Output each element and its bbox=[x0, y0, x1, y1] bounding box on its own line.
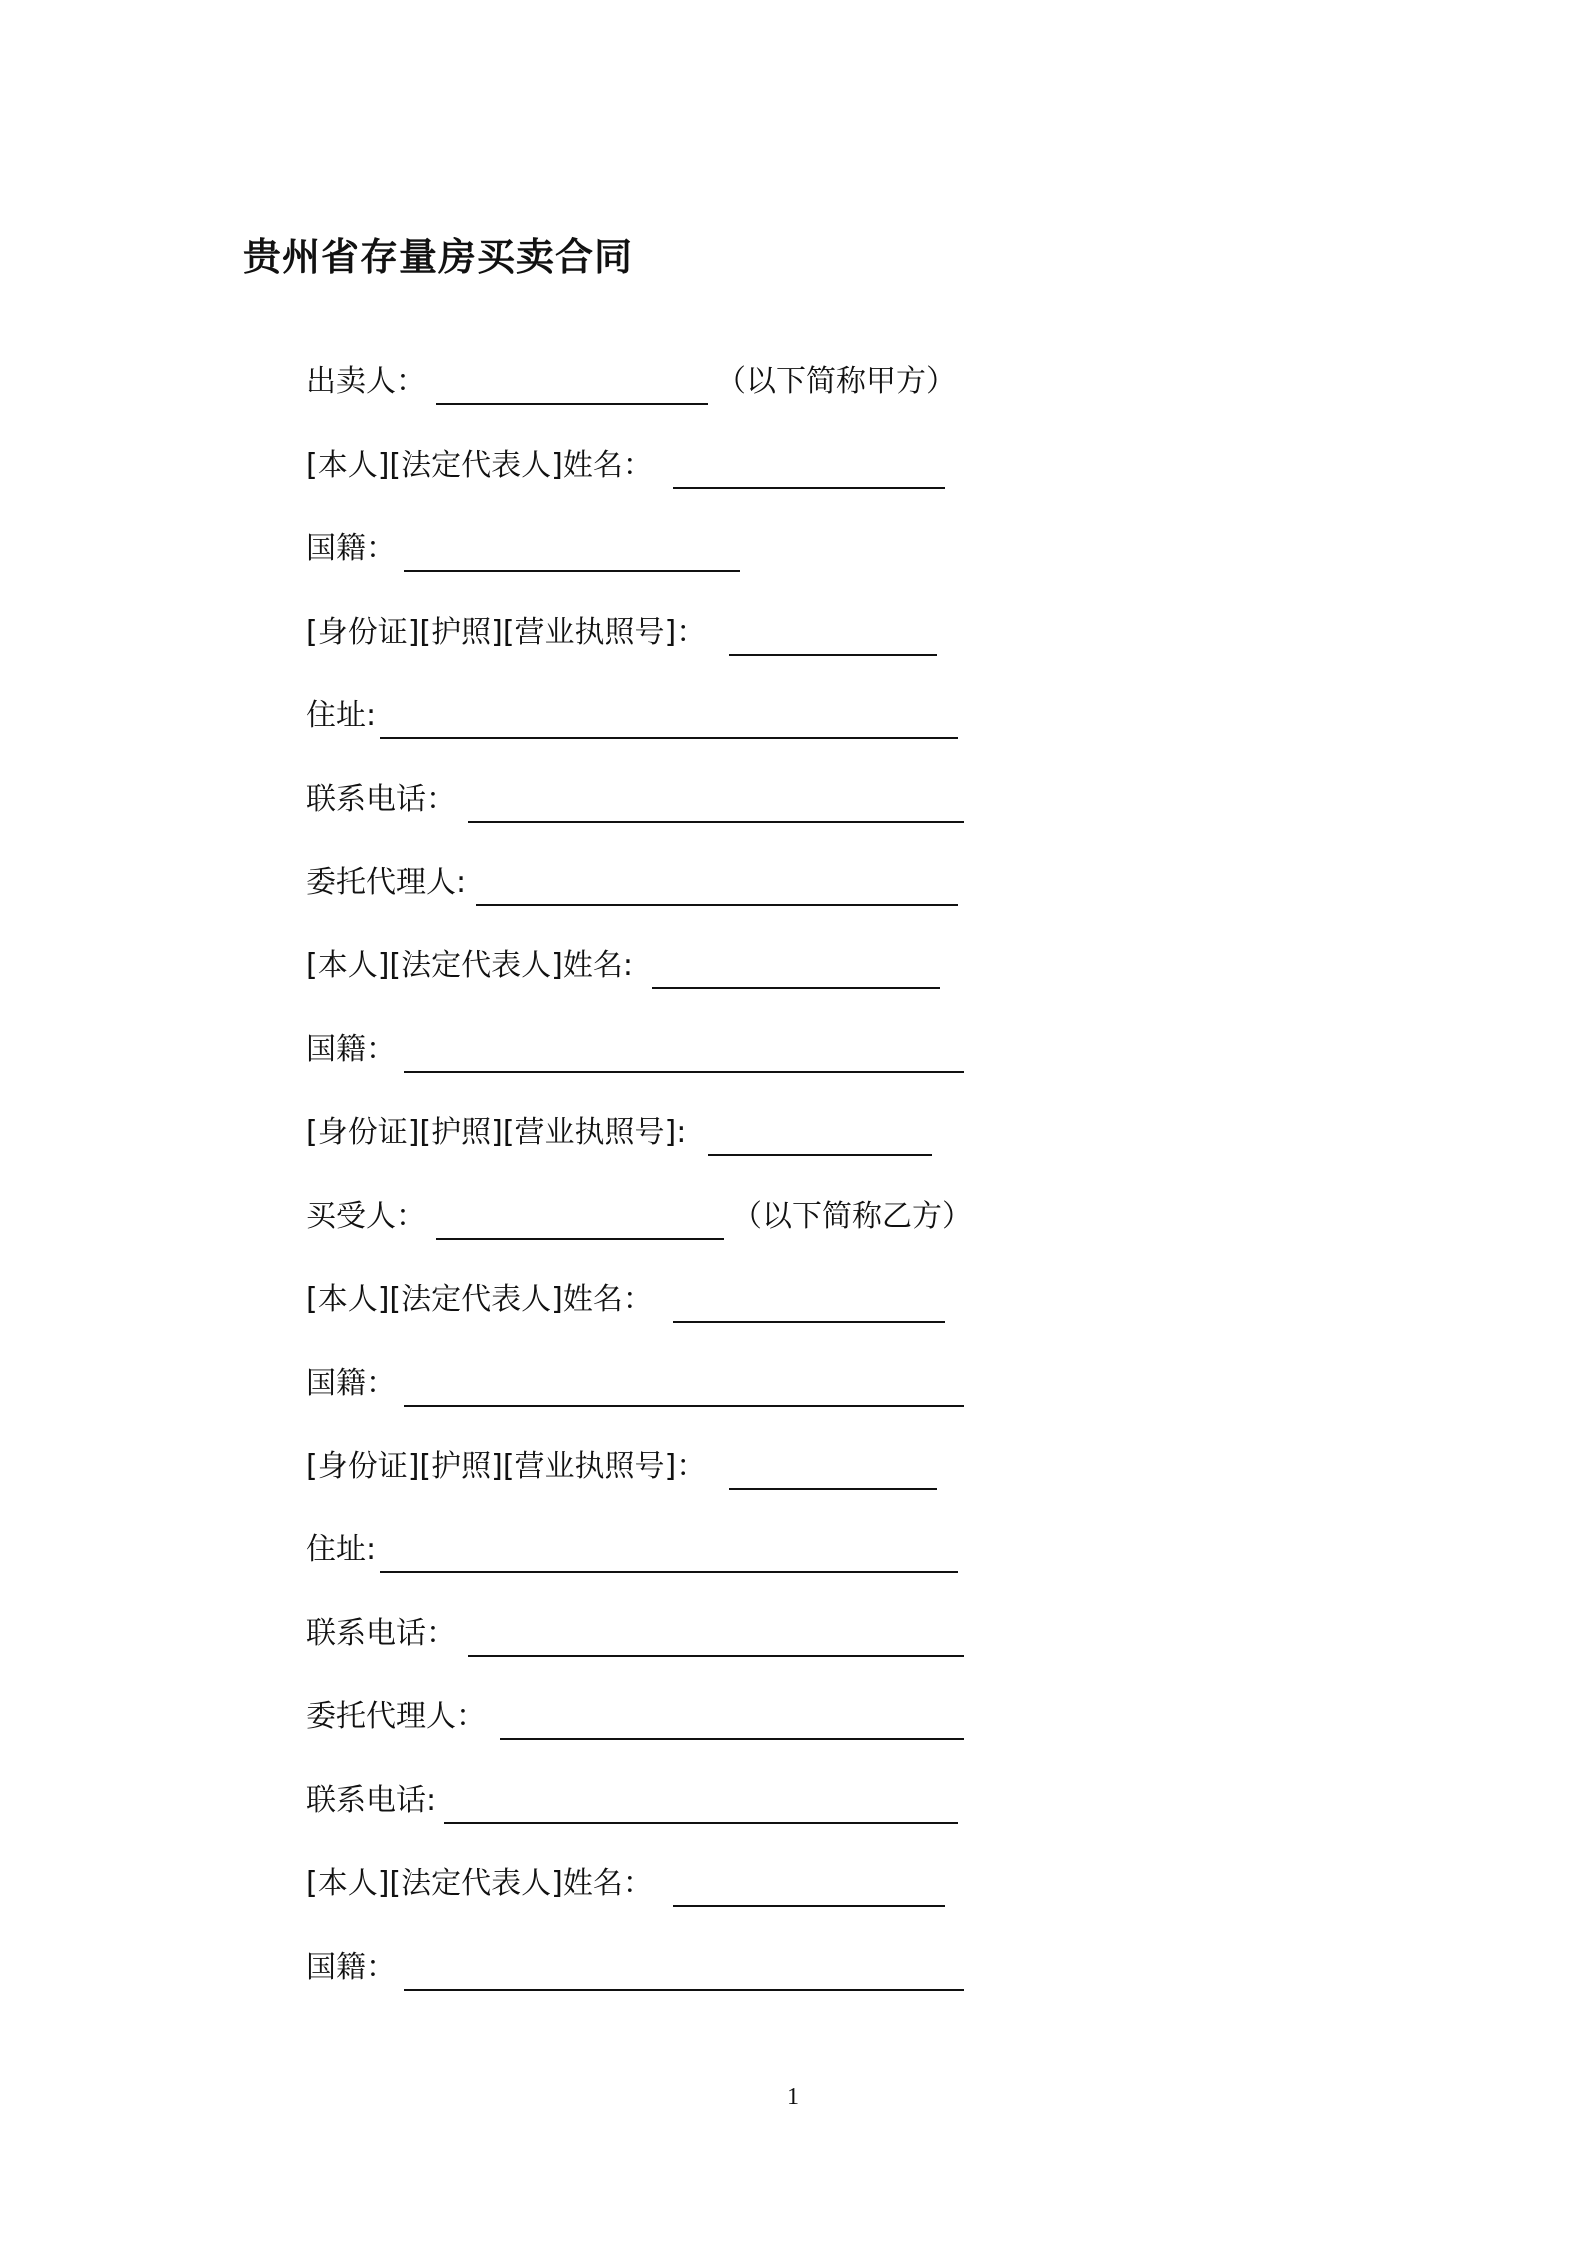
seller-id-label: [身份证][护照][营业执照号]： bbox=[306, 615, 707, 650]
buyer-suffix: （以下简称乙方） bbox=[732, 1199, 972, 1234]
buyer-name-label: [本人][法定代表人]姓名： bbox=[306, 1282, 653, 1317]
seller-name-label: [本人][法定代表人]姓名： bbox=[306, 448, 653, 483]
buyer-address-field-line[interactable] bbox=[380, 1571, 958, 1573]
seller-agent-field-line[interactable] bbox=[476, 904, 958, 906]
page-number: 1 bbox=[787, 2084, 799, 2110]
buyer-label: 买受人： bbox=[306, 1199, 426, 1234]
seller-agent-name-field-line[interactable] bbox=[652, 987, 940, 989]
seller-address-label: 住址: bbox=[306, 698, 377, 733]
document-title: 贵州省存量房买卖合同 bbox=[243, 235, 634, 279]
buyer-agent-field-line[interactable] bbox=[500, 1738, 964, 1740]
buyer-agent-nationality-label: 国籍： bbox=[306, 1950, 396, 1985]
buyer-field-line[interactable] bbox=[436, 1238, 724, 1240]
buyer-agent-phone-label: 联系电话: bbox=[306, 1783, 437, 1818]
seller-nationality-field-line[interactable] bbox=[404, 570, 740, 572]
seller-agent-name-label: [本人][法定代表人]姓名: bbox=[306, 948, 633, 983]
buyer-phone-label: 联系电话： bbox=[306, 1616, 456, 1651]
buyer-agent-name-field-line[interactable] bbox=[673, 1905, 945, 1907]
seller-agent-id-label: [身份证][护照][营业执照号]: bbox=[306, 1115, 687, 1150]
buyer-nationality-field-line[interactable] bbox=[404, 1405, 964, 1407]
seller-phone-field-line[interactable] bbox=[468, 821, 964, 823]
seller-agent-nationality-field-line[interactable] bbox=[404, 1071, 964, 1073]
buyer-agent-phone-field-line[interactable] bbox=[444, 1822, 958, 1824]
seller-phone-label: 联系电话： bbox=[306, 782, 456, 817]
seller-id-field-line[interactable] bbox=[729, 654, 937, 656]
buyer-phone-field-line[interactable] bbox=[468, 1655, 964, 1657]
seller-agent-id-field-line[interactable] bbox=[708, 1154, 932, 1156]
buyer-name-field-line[interactable] bbox=[673, 1321, 945, 1323]
buyer-agent-nationality-field-line[interactable] bbox=[404, 1989, 964, 1991]
buyer-agent-label: 委托代理人： bbox=[306, 1699, 486, 1734]
seller-name-field-line[interactable] bbox=[673, 487, 945, 489]
seller-address-field-line[interactable] bbox=[380, 737, 958, 739]
seller-agent-label: 委托代理人: bbox=[306, 865, 467, 900]
buyer-address-label: 住址: bbox=[306, 1532, 377, 1567]
seller-suffix: （以下简称甲方） bbox=[716, 364, 956, 399]
seller-agent-nationality-label: 国籍： bbox=[306, 1032, 396, 1067]
buyer-agent-name-label: [本人][法定代表人]姓名： bbox=[306, 1866, 653, 1901]
buyer-id-field-line[interactable] bbox=[729, 1488, 937, 1490]
seller-nationality-label: 国籍： bbox=[306, 531, 396, 566]
seller-label: 出卖人： bbox=[306, 364, 426, 399]
buyer-nationality-label: 国籍： bbox=[306, 1366, 396, 1401]
buyer-id-label: [身份证][护照][营业执照号]： bbox=[306, 1449, 707, 1484]
seller-field-line[interactable] bbox=[436, 403, 708, 405]
